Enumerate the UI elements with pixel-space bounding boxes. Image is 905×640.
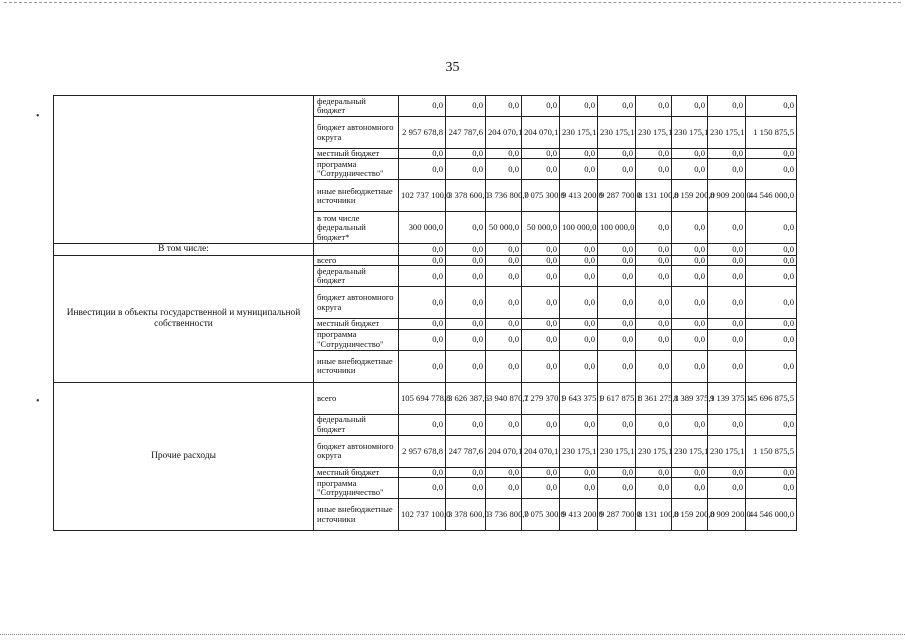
value-cell: 0,0: [708, 329, 746, 350]
funding-source-cell: местный бюджет: [314, 467, 399, 477]
value-cell: 0,0: [446, 414, 486, 435]
value-cell: 0,0: [636, 319, 672, 329]
value-cell: 0,0: [522, 255, 560, 265]
value-cell: 0,0: [399, 149, 446, 159]
value-cell: 0,0: [672, 159, 708, 180]
section-name-cell: Прочие расходы: [54, 382, 314, 530]
funding-source-cell: бюджет автономного округа: [314, 435, 399, 467]
value-cell: 0,0: [399, 287, 446, 319]
value-cell: 0,0: [446, 96, 486, 117]
value-cell: 0,0: [522, 287, 560, 319]
value-cell: 0,0: [598, 159, 636, 180]
value-cell: 2 957 678,8: [399, 435, 446, 467]
value-cell: 0,0: [708, 478, 746, 499]
value-cell: 0,0: [746, 159, 797, 180]
value-cell: 300 000,0: [399, 212, 446, 244]
value-cell: 0,0: [560, 329, 598, 350]
value-cell: 0,0: [399, 467, 446, 477]
value-cell: 102 737 100,0: [399, 499, 446, 531]
value-cell: 0,0: [522, 159, 560, 180]
value-cell: 0,0: [446, 159, 486, 180]
value-cell: 0,0: [598, 266, 636, 287]
value-cell: 0,0: [598, 350, 636, 382]
value-cell: 0,0: [486, 96, 522, 117]
value-cell: 0,0: [708, 319, 746, 329]
value-cell: 0,0: [399, 244, 446, 256]
value-cell: 44 546 000,0: [746, 499, 797, 531]
value-cell: 0,0: [636, 414, 672, 435]
value-cell: 0,0: [560, 478, 598, 499]
value-cell: 0,0: [746, 96, 797, 117]
budget-table: [53, 95, 797, 531]
value-cell: 0,0: [522, 329, 560, 350]
value-cell: 102 737 100,0: [399, 180, 446, 212]
table-row: [54, 382, 797, 414]
value-cell: 0,0: [560, 266, 598, 287]
value-cell: 0,0: [746, 350, 797, 382]
value-cell: 2 957 678,8: [399, 117, 446, 149]
value-cell: 0,0: [399, 266, 446, 287]
value-cell: 8 909 200,0: [708, 499, 746, 531]
funding-source-cell: в том числе федеральный бюджет*: [314, 212, 399, 244]
value-cell: 9 413 200,0: [560, 499, 598, 531]
value-cell: 50 000,0: [486, 212, 522, 244]
value-cell: 230 175,1: [560, 435, 598, 467]
value-cell: 230 175,1: [636, 435, 672, 467]
value-cell: 0,0: [708, 255, 746, 265]
value-cell: 0,0: [746, 266, 797, 287]
value-cell: 0,0: [446, 149, 486, 159]
value-cell: 204 070,1: [486, 117, 522, 149]
value-cell: 0,0: [560, 467, 598, 477]
value-cell: 0,0: [598, 319, 636, 329]
value-cell: 0,0: [399, 255, 446, 265]
value-cell: 0,0: [598, 478, 636, 499]
value-cell: 0,0: [708, 244, 746, 256]
value-cell: 230 175,1: [672, 435, 708, 467]
value-cell: 0,0: [746, 414, 797, 435]
value-cell: 0,0: [598, 96, 636, 117]
value-cell: 0,0: [672, 266, 708, 287]
value-cell: 3 378 600,0: [446, 499, 486, 531]
value-cell: 0,0: [636, 266, 672, 287]
value-cell: 0,0: [486, 467, 522, 477]
page-number: 35: [445, 60, 460, 75]
value-cell: 0,0: [486, 478, 522, 499]
value-cell: 0,0: [522, 414, 560, 435]
value-cell: 0,0: [708, 287, 746, 319]
value-cell: 0,0: [746, 319, 797, 329]
value-cell: 7 075 300,0: [522, 180, 560, 212]
value-cell: 0,0: [446, 244, 486, 256]
funding-source-cell: [314, 244, 399, 256]
value-cell: 0,0: [708, 149, 746, 159]
funding-source-cell: всего: [314, 255, 399, 265]
value-cell: 0,0: [636, 467, 672, 477]
value-cell: 0,0: [636, 212, 672, 244]
value-cell: 0,0: [598, 255, 636, 265]
value-cell: 0,0: [560, 319, 598, 329]
value-cell: 0,0: [399, 478, 446, 499]
value-cell: 0,0: [522, 96, 560, 117]
value-cell: 0,0: [746, 329, 797, 350]
value-cell: 8 909 200,0: [708, 180, 746, 212]
value-cell: 0,0: [446, 467, 486, 477]
value-cell: 8 159 200,0: [672, 499, 708, 531]
value-cell: 0,0: [636, 287, 672, 319]
value-cell: 0,0: [672, 212, 708, 244]
value-cell: 0,0: [399, 96, 446, 117]
value-cell: 0,0: [746, 478, 797, 499]
value-cell: 0,0: [486, 350, 522, 382]
value-cell: 0,0: [636, 149, 672, 159]
funding-source-cell: федеральный бюджет: [314, 266, 399, 287]
funding-source-cell: программа "Сотрудничество": [314, 478, 399, 499]
value-cell: 0,0: [598, 467, 636, 477]
value-cell: 0,0: [708, 159, 746, 180]
value-cell: 100 000,0: [598, 212, 636, 244]
value-cell: 0,0: [672, 414, 708, 435]
value-cell: 9 139 375,1: [708, 382, 746, 414]
value-cell: 204 070,1: [486, 435, 522, 467]
value-cell: 230 175,1: [708, 117, 746, 149]
value-cell: 50 000,0: [522, 212, 560, 244]
value-cell: 230 175,1: [598, 435, 636, 467]
value-cell: 0,0: [672, 244, 708, 256]
value-cell: 0,0: [746, 467, 797, 477]
value-cell: 0,0: [560, 255, 598, 265]
margin-bullet: •: [36, 396, 40, 407]
value-cell: 0,0: [486, 287, 522, 319]
funding-source-cell: федеральный бюджет: [314, 96, 399, 117]
value-cell: 0,0: [636, 329, 672, 350]
value-cell: 7 279 370,1: [522, 382, 560, 414]
value-cell: 0,0: [486, 255, 522, 265]
value-cell: 9 287 700,0: [598, 180, 636, 212]
value-cell: 204 070,1: [522, 435, 560, 467]
funding-source-cell: федеральный бюджет: [314, 414, 399, 435]
value-cell: 0,0: [672, 255, 708, 265]
value-cell: 0,0: [598, 149, 636, 159]
value-cell: 3 378 600,0: [446, 180, 486, 212]
value-cell: 0,0: [636, 244, 672, 256]
value-cell: 0,0: [672, 329, 708, 350]
value-cell: 0,0: [399, 159, 446, 180]
margin-bullet: •: [36, 111, 40, 122]
value-cell: 0,0: [522, 149, 560, 159]
value-cell: 0,0: [486, 329, 522, 350]
value-cell: 0,0: [486, 266, 522, 287]
value-cell: 0,0: [399, 350, 446, 382]
value-cell: 3 940 870,1: [486, 382, 522, 414]
value-cell: 3 736 800,0: [486, 499, 522, 531]
scan-edge-bottom: [0, 634, 905, 637]
value-cell: 0,0: [486, 319, 522, 329]
value-cell: 0,0: [446, 266, 486, 287]
value-cell: 0,0: [399, 319, 446, 329]
funding-source-cell: иные внебюджетные источники: [314, 499, 399, 531]
value-cell: 0,0: [560, 149, 598, 159]
value-cell: 0,0: [522, 244, 560, 256]
value-cell: 1 150 875,5: [746, 117, 797, 149]
value-cell: 3 736 800,0: [486, 180, 522, 212]
funding-source-cell: программа "Сотрудничество": [314, 329, 399, 350]
value-cell: 0,0: [560, 350, 598, 382]
funding-source-cell: иные внебюджетные источники: [314, 180, 399, 212]
value-cell: 45 696 875,5: [746, 382, 797, 414]
value-cell: 0,0: [399, 329, 446, 350]
funding-source-cell: бюджет автономного округа: [314, 287, 399, 319]
value-cell: 0,0: [708, 212, 746, 244]
value-cell: 0,0: [560, 414, 598, 435]
value-cell: 9 643 375,1: [560, 382, 598, 414]
value-cell: 0,0: [636, 350, 672, 382]
value-cell: 0,0: [708, 266, 746, 287]
value-cell: 0,0: [486, 149, 522, 159]
value-cell: 9 413 200,0: [560, 180, 598, 212]
value-cell: 8 131 100,0: [636, 499, 672, 531]
value-cell: 0,0: [560, 159, 598, 180]
value-cell: 8 361 275,1: [636, 382, 672, 414]
value-cell: 0,0: [560, 96, 598, 117]
value-cell: 230 175,1: [598, 117, 636, 149]
value-cell: 204 070,1: [522, 117, 560, 149]
value-cell: 230 175,1: [636, 117, 672, 149]
funding-source-cell: местный бюджет: [314, 319, 399, 329]
value-cell: 0,0: [560, 244, 598, 256]
value-cell: 230 175,1: [560, 117, 598, 149]
value-cell: 0,0: [672, 319, 708, 329]
section-name-cell: В том числе:: [54, 244, 314, 256]
value-cell: 0,0: [399, 414, 446, 435]
value-cell: 0,0: [598, 244, 636, 256]
value-cell: 0,0: [708, 350, 746, 382]
value-cell: 0,0: [672, 149, 708, 159]
funding-source-cell: всего: [314, 382, 399, 414]
value-cell: 0,0: [446, 212, 486, 244]
value-cell: 0,0: [598, 287, 636, 319]
funding-source-cell: иные внебюджетные источники: [314, 350, 399, 382]
value-cell: 0,0: [708, 414, 746, 435]
value-cell: 0,0: [522, 467, 560, 477]
value-cell: 8 159 200,0: [672, 180, 708, 212]
value-cell: 0,0: [486, 414, 522, 435]
value-cell: 0,0: [636, 96, 672, 117]
value-cell: 0,0: [672, 287, 708, 319]
value-cell: 0,0: [672, 478, 708, 499]
budget-table-body: [54, 96, 797, 531]
value-cell: 0,0: [446, 350, 486, 382]
table-row: [54, 244, 797, 256]
value-cell: 0,0: [746, 149, 797, 159]
value-cell: 0,0: [522, 478, 560, 499]
value-cell: 0,0: [636, 159, 672, 180]
value-cell: 0,0: [598, 329, 636, 350]
section-name-cell: Инвестиции в объекты государственной и муниципальной собственности: [54, 255, 314, 382]
value-cell: 0,0: [522, 350, 560, 382]
value-cell: 0,0: [486, 244, 522, 256]
value-cell: 0,0: [446, 329, 486, 350]
value-cell: 9 617 875,1: [598, 382, 636, 414]
value-cell: 0,0: [522, 319, 560, 329]
value-cell: 0,0: [708, 96, 746, 117]
funding-source-cell: бюджет автономного округа: [314, 117, 399, 149]
value-cell: 0,0: [446, 255, 486, 265]
table-row: [54, 255, 797, 265]
value-cell: 0,0: [672, 467, 708, 477]
value-cell: 0,0: [746, 255, 797, 265]
value-cell: 0,0: [746, 287, 797, 319]
value-cell: 8 389 375,1: [672, 382, 708, 414]
value-cell: 230 175,1: [708, 435, 746, 467]
value-cell: 0,0: [708, 467, 746, 477]
value-cell: 247 787,6: [446, 435, 486, 467]
value-cell: 0,0: [486, 159, 522, 180]
value-cell: 0,0: [560, 287, 598, 319]
value-cell: 9 287 700,0: [598, 499, 636, 531]
value-cell: 7 075 300,0: [522, 499, 560, 531]
value-cell: 44 546 000,0: [746, 180, 797, 212]
value-cell: 247 787,6: [446, 117, 486, 149]
value-cell: 3 626 387,6: [446, 382, 486, 414]
value-cell: 0,0: [672, 96, 708, 117]
value-cell: 0,0: [672, 350, 708, 382]
value-cell: 0,0: [446, 478, 486, 499]
value-cell: 8 131 100,0: [636, 180, 672, 212]
value-cell: 1 150 875,5: [746, 435, 797, 467]
value-cell: 0,0: [636, 255, 672, 265]
scan-edge-top: [4, 2, 901, 9]
funding-source-cell: местный бюджет: [314, 149, 399, 159]
value-cell: 230 175,1: [672, 117, 708, 149]
value-cell: 0,0: [598, 414, 636, 435]
value-cell: 0,0: [446, 287, 486, 319]
value-cell: 0,0: [746, 212, 797, 244]
funding-source-cell: программа "Сотрудничество": [314, 159, 399, 180]
table-row: [54, 96, 797, 117]
value-cell: 0,0: [636, 478, 672, 499]
value-cell: 0,0: [446, 319, 486, 329]
value-cell: 100 000,0: [560, 212, 598, 244]
value-cell: 0,0: [522, 266, 560, 287]
section-name-cell: [54, 96, 314, 244]
value-cell: 105 694 778,8: [399, 382, 446, 414]
value-cell: 0,0: [746, 244, 797, 256]
